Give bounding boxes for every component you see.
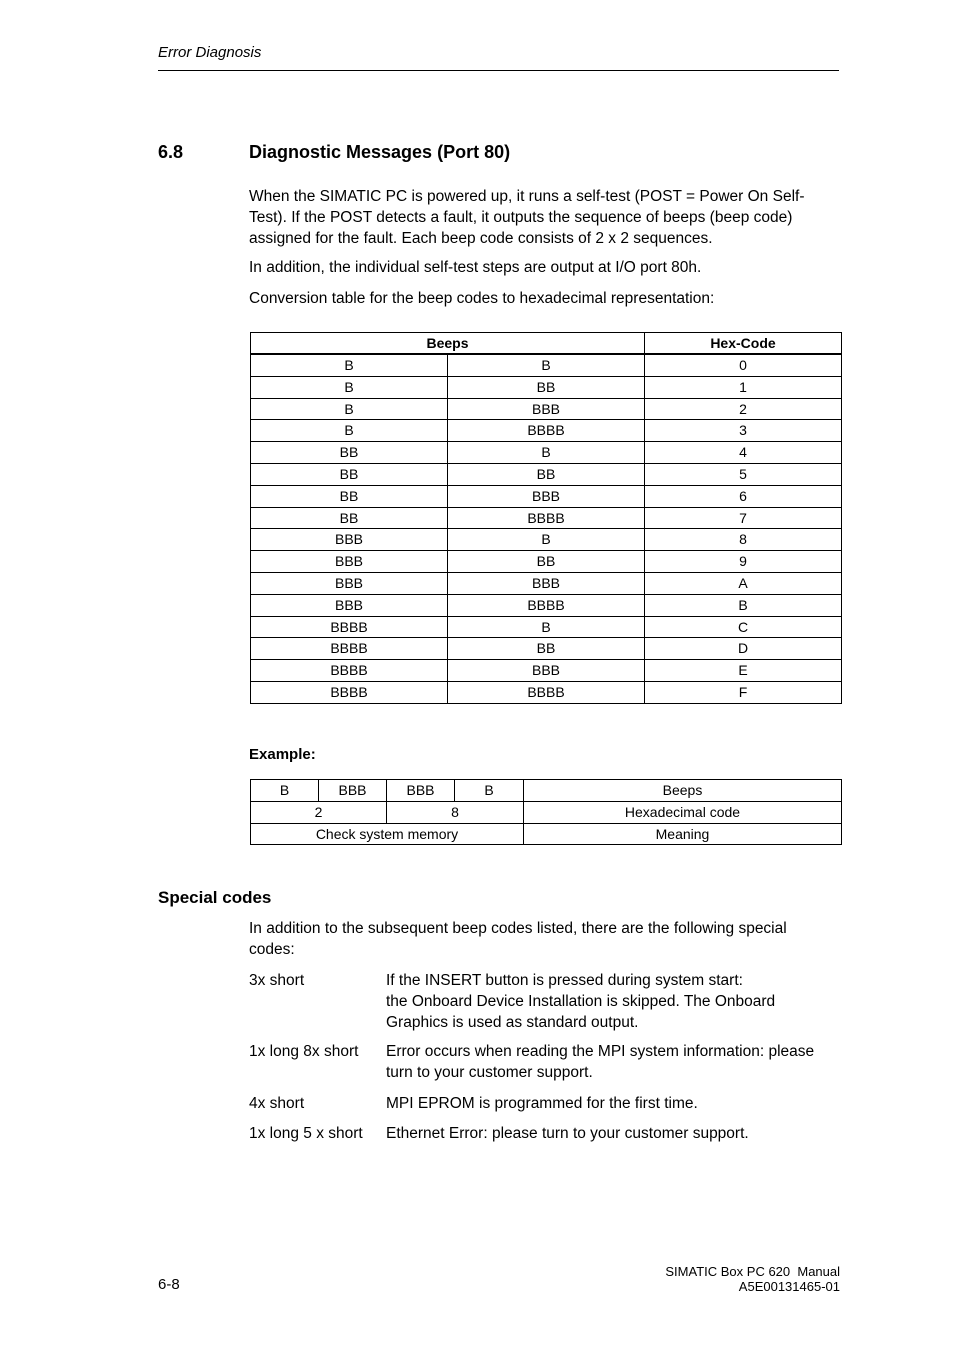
table-row — [251, 398, 842, 420]
beep-sequence-cell: BB — [251, 507, 448, 529]
table-row — [251, 616, 842, 638]
beeps-column-header: Beeps — [251, 333, 645, 355]
beep-sequence-cell: BBB — [448, 660, 645, 682]
beep-sequence-cell: BB — [251, 442, 448, 464]
special-codes-intro: In addition to the subsequent beep codes listed, there are the following special codes: — [249, 920, 787, 958]
footer-manual-info — [665, 1264, 840, 1294]
table-row — [251, 354, 842, 376]
example-beep-cell: B — [251, 780, 319, 802]
example-meaning-cell: Check system memory — [251, 823, 524, 845]
section-title: Diagnostic Messages (Port 80) — [249, 142, 511, 162]
special-code-key: 4x short — [249, 1095, 305, 1112]
beep-sequence-cell: BBB — [251, 551, 448, 573]
table-caption: Conversion table for the beep codes to hexadecimal representation: — [249, 290, 715, 307]
example-hex-cell: 8 — [387, 801, 524, 823]
beep-sequence-cell: B — [251, 376, 448, 398]
hex-code-cell: 1 — [645, 376, 842, 398]
beep-sequence-cell: BBBB — [448, 594, 645, 616]
beep-sequence-cell: BBB — [448, 485, 645, 507]
intro-paragraph: When the SIMATIC PC is powered up, it runs a self-test (POST = Power On Self-Test). If the POST detects a fault, it outputs the sequence of beeps (beep code) assigned for the fault. Each beep code consists of 2 x 2 sequences. — [249, 188, 805, 247]
hex-code-cell: 7 — [645, 507, 842, 529]
example-label: Example: — [249, 746, 316, 763]
running-header: Error Diagnosis — [158, 44, 262, 61]
example-beep-cell: BBB — [387, 780, 455, 802]
beep-sequence-cell: B — [448, 529, 645, 551]
header-divider — [158, 70, 839, 71]
table-row — [251, 485, 842, 507]
table-row — [251, 572, 842, 594]
special-code-description: Ethernet Error: please turn to your customer support. — [386, 1125, 749, 1142]
beep-sequence-cell: BBBB — [251, 638, 448, 660]
hex-code-cell: B — [645, 594, 842, 616]
beep-sequence-cell: BB — [448, 376, 645, 398]
beep-sequence-cell: BBBB — [251, 681, 448, 703]
special-code-description: MPI EPROM is programmed for the first time. — [386, 1095, 698, 1112]
example-beeps-row — [251, 780, 842, 802]
example-meaning-label: Meaning — [524, 823, 842, 845]
table-row — [251, 420, 842, 442]
example-hex-cell: 2 — [251, 801, 387, 823]
example-beep-cell: BBB — [319, 780, 387, 802]
beep-sequence-cell: BBBB — [251, 660, 448, 682]
beep-sequence-cell: BBB — [251, 572, 448, 594]
manual-title: SIMATIC Box PC 620 Manual — [665, 1264, 840, 1279]
hex-code-cell: 5 — [645, 463, 842, 485]
beep-sequence-cell: BBBB — [448, 507, 645, 529]
hex-code-cell: D — [645, 638, 842, 660]
table-row — [251, 551, 842, 573]
beep-sequence-cell: BBB — [448, 398, 645, 420]
table-row — [251, 638, 842, 660]
table-row — [251, 442, 842, 464]
example-meaning-row — [251, 823, 842, 845]
table-row — [251, 594, 842, 616]
section-number: 6.8 — [158, 142, 184, 162]
hex-code-cell: 2 — [645, 398, 842, 420]
beep-sequence-cell: B — [448, 442, 645, 464]
special-code-description: Error occurs when reading the MPI system information: please turn to your customer support. — [386, 1043, 815, 1081]
table-row — [251, 660, 842, 682]
beep-sequence-cell: BBB — [251, 529, 448, 551]
hex-code-cell: 4 — [645, 442, 842, 464]
table-row — [251, 529, 842, 551]
order-number: A5E00131465-01 — [738, 1279, 840, 1294]
table-row — [251, 681, 842, 703]
beep-sequence-cell: BB — [251, 463, 448, 485]
example-table — [250, 779, 842, 845]
example-beeps-label: Beeps — [524, 780, 842, 802]
beep-sequence-cell: B — [448, 354, 645, 376]
beep-sequence-cell: BBBB — [448, 681, 645, 703]
special-code-description: If the INSERT button is pressed during system start: the Onboard Device Installation is skipped. The Onboard Graphics is used as standard output. — [386, 972, 776, 1031]
beep-sequence-cell: B — [251, 398, 448, 420]
example-hex-label: Hexadecimal code — [524, 801, 842, 823]
table-row — [251, 463, 842, 485]
beep-sequence-cell: BBB — [448, 572, 645, 594]
special-codes-heading: Special codes — [158, 888, 272, 907]
beep-conversion-table — [250, 332, 842, 704]
hex-code-cell: F — [645, 681, 842, 703]
hex-code-cell: A — [645, 572, 842, 594]
beep-sequence-cell: BB — [448, 638, 645, 660]
table-row — [251, 507, 842, 529]
beep-sequence-cell: BB — [448, 551, 645, 573]
hex-code-cell: 0 — [645, 354, 842, 376]
example-beep-cell: B — [455, 780, 524, 802]
special-code-key: 1x long 5 x short — [249, 1125, 363, 1142]
example-hex-row — [251, 801, 842, 823]
hex-code-cell: 3 — [645, 420, 842, 442]
hex-code-cell: 6 — [645, 485, 842, 507]
beep-sequence-cell: BB — [448, 463, 645, 485]
hex-code-column-header: Hex-Code — [645, 333, 842, 355]
special-code-key: 1x long 8x short — [249, 1043, 359, 1060]
beep-sequence-cell: B — [251, 354, 448, 376]
beep-sequence-cell: BBBB — [448, 420, 645, 442]
hex-code-cell: C — [645, 616, 842, 638]
port-paragraph: In addition, the individual self-test steps are output at I/O port 80h. — [249, 259, 702, 276]
hex-code-cell: 9 — [645, 551, 842, 573]
beep-sequence-cell: BB — [251, 485, 448, 507]
beep-sequence-cell: B — [448, 616, 645, 638]
table-row — [251, 376, 842, 398]
beep-sequence-cell: BBBB — [251, 616, 448, 638]
page-number: 6-8 — [158, 1276, 180, 1293]
hex-code-cell: 8 — [645, 529, 842, 551]
special-code-key: 3x short — [249, 972, 305, 989]
beep-sequence-cell: BBB — [251, 594, 448, 616]
beep-sequence-cell: B — [251, 420, 448, 442]
hex-code-cell: E — [645, 660, 842, 682]
